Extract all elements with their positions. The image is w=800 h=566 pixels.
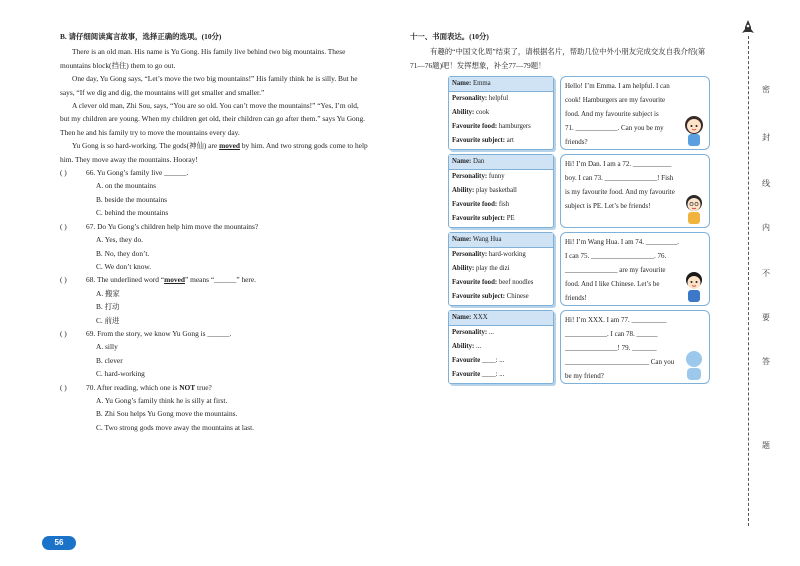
answer-blank[interactable]: ( ) (60, 328, 67, 338)
silhouette-avatar-icon (681, 347, 707, 381)
seal-line-char: 密 (762, 85, 770, 94)
seal-line-char: 封 (762, 133, 770, 142)
option[interactable]: A. silly (96, 342, 118, 352)
card-row: Personality: hard-working (452, 251, 526, 258)
seal-line-char: 内 (762, 223, 770, 232)
profile-card-emma (448, 76, 710, 148)
card-row: Name: Dan (449, 155, 553, 170)
girl-avatar-icon (681, 113, 707, 147)
name-card (448, 232, 554, 306)
card-row: Favourite subject: Chinese (452, 293, 529, 300)
card-row: Favourite ____: ... (452, 357, 505, 364)
speech-text[interactable]: Hi! I’m XXX. I am 77. __________ ____________. I can 78. ______ _______________! 79. _______ ________________________ Can you be my friend? (565, 316, 675, 380)
option[interactable]: B. Zhi Sou helps Yu Gong move the mountains. (96, 409, 238, 419)
option[interactable]: A. on the mountains (96, 181, 156, 191)
card-row: Favourite food: hamburgers (452, 123, 531, 130)
answer-blank[interactable]: ( ) (60, 221, 67, 231)
question-68: ( ) 68. The underlined word “moved” means “______” here. A. 搬家 B. 打动 C. 前进 (60, 273, 370, 327)
profile-card-xxx (448, 310, 710, 382)
answer-blank[interactable]: ( ) (60, 275, 67, 285)
profile-card-dan (448, 154, 710, 226)
seal-line (748, 36, 749, 526)
seal-line-char: 线 (762, 179, 770, 188)
card-row: Ability: ... (452, 343, 482, 350)
card-row: Name: XXX (449, 311, 553, 326)
name-card (448, 76, 554, 150)
answer-blank[interactable]: ( ) (60, 382, 67, 392)
option[interactable]: B. 打动 (96, 302, 120, 312)
speech-text[interactable]: Hello! I’m Emma. I am helpful. I can cook! Hamburgers are my favourite food. And my favourite subject is 71. ____________. Can you be my friends? (565, 82, 670, 146)
speech-bubble (560, 310, 710, 384)
speech-text[interactable]: Hi! I’m Wang Hua. I am 74. _________. I can 75. __________________. 76. _______________ are my favourite food. And I like Chinese. Let’s be friends! (565, 238, 680, 302)
card-row: Ability: play basketball (452, 187, 517, 194)
story-paragraph-3: A clever old man, Zhi Sou, says, “You are so old. You can’t move the mountains!” “Yes, I’m old, but my children are young. When my children get old, their children can go after them.” says Yu Gong. Then he and his family try to move the mountains every day. (60, 101, 365, 137)
question-list (60, 166, 370, 434)
story-paragraph-2: One day, Yu Gong says, “Let’s move the two big mountains!” His family think he is silly. But he says, “If we dig and dig, the mountains will get smaller and smaller.” (60, 74, 358, 97)
card-row: Ability: cook (452, 109, 490, 116)
name-card (448, 310, 554, 384)
seal-line-char: 要 (762, 313, 770, 322)
option[interactable]: C. behind the mountains (96, 208, 169, 218)
option[interactable]: B. No, they don’t. (96, 248, 150, 258)
seal-line-char: 答 (762, 357, 770, 366)
question-67: ( ) 67. Do Yu Gong’s children help him move the mountains? A. Yes, they do. B. No, they don’t. C. We don’t know. (60, 220, 370, 274)
option[interactable]: A. 搬家 (96, 288, 120, 298)
card-row: Name: Emma (449, 77, 553, 92)
card-row: Personality: ... (452, 329, 494, 336)
card-row: Personality: funny (452, 173, 505, 180)
card-row: Personality: helpful (452, 95, 509, 102)
speech-bubble (560, 232, 710, 306)
option[interactable]: A. Yu Gong’s family think he is silly at first. (96, 395, 228, 405)
rocket-icon (738, 18, 758, 38)
answer-blank[interactable]: ( ) (60, 168, 67, 178)
option[interactable]: C. 前进 (96, 315, 120, 325)
speech-bubble (560, 154, 710, 228)
seal-line-char: 不 (762, 269, 770, 278)
writing-intro: 有趣的“中国文化周”结束了，请根据名片，帮助几位中外小朋友完成交友自我介绍(第71—76题)吧！发挥想象，补全77—79题！ (410, 47, 706, 70)
left-column (60, 30, 370, 434)
card-row: Name: Wang Hua (449, 233, 553, 248)
card-row: Favourite food: beef noodles (452, 279, 534, 286)
underlined-moved: moved (219, 141, 241, 151)
option[interactable]: C. hard-working (96, 369, 145, 379)
option[interactable]: A. Yes, they do. (96, 235, 144, 245)
card-row: Favourite ____: ... (452, 371, 505, 378)
right-column (410, 30, 720, 72)
option[interactable]: C. Two strong gods move away the mountains at last. (96, 422, 255, 432)
profile-card-wang-hua (448, 232, 710, 304)
card-row: Ability: play the dizi (452, 265, 510, 272)
story-paragraph-1: There is an old man. His name is Yu Gong. His family live behind two big mountains. These mountains block(挡住) them to go out. (60, 47, 346, 70)
boy-avatar-icon (681, 191, 707, 225)
option[interactable]: B. clever (96, 355, 123, 365)
writing-section-title: 十一、书面表达。(10分) (410, 32, 489, 41)
name-card (448, 154, 554, 228)
story-paragraph-4: Yu Gong is so hard-working. The gods(神仙) are moved by him. And two strong gods come to help him. They move away the mountains. Hooray! (60, 141, 368, 164)
question-70: ( ) 70. After reading, which one is NOT true? A. Yu Gong’s family think he is silly at first. B. Zhi Sou helps Yu Gong move the mountains. C. Two strong gods move away the mountains at last. (60, 381, 370, 435)
question-66: ( ) 66. Yu Gong’s family live ______. A. on the mountains B. beside the mountains C. behind the mountains (60, 166, 370, 220)
speech-text[interactable]: Hi! I’m Dan. I am a 72. ___________ boy. I can 73. _______________! Fish is my favourite food. And my favourite subject is PE. Let’s be friends! (565, 160, 675, 210)
reading-section-title: B. 请仔细阅读寓言故事，选择正确的选项。(10分) (60, 32, 222, 41)
card-row: Favourite subject: art (452, 137, 514, 144)
question-69: ( ) 69. From the story, we know Yu Gong is ______. A. silly B. clever C. hard-working (60, 327, 370, 381)
speech-bubble (560, 76, 710, 150)
option[interactable]: C. We don’t know. (96, 261, 152, 271)
option[interactable]: B. beside the mountains (96, 194, 168, 204)
card-row: Favourite food: fish (452, 201, 510, 208)
page-number-badge: 56 (42, 536, 76, 550)
boy-avatar-icon (681, 269, 707, 303)
seal-line-char: 题 (762, 441, 770, 450)
card-row: Favourite subject: PE (452, 215, 515, 222)
